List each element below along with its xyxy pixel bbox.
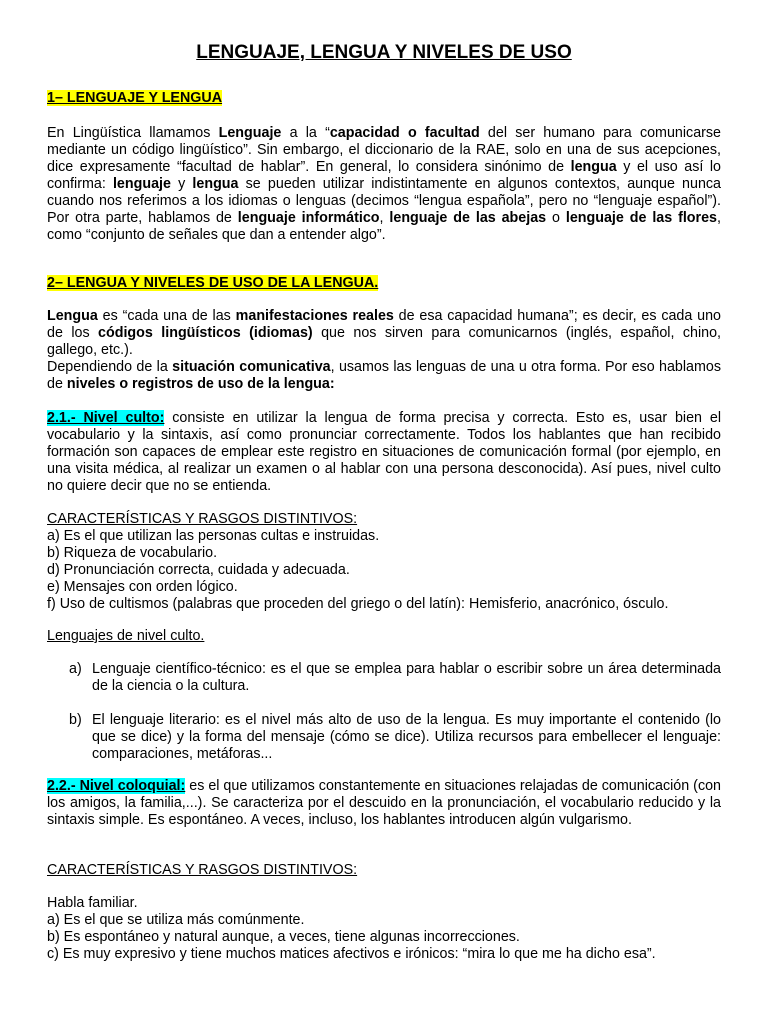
feature-item: e) Mensajes con orden lógico.	[47, 579, 238, 595]
bold-term: situación comunicativa	[172, 359, 331, 375]
bold-term: lengua	[192, 176, 239, 192]
text-run: En Lingüística llamamos	[47, 125, 219, 141]
nivel-coloquial-features-heading-text: CARACTERÍSTICAS Y RASGOS DISTINTIVOS:	[47, 862, 358, 878]
section-2-text-1	[47, 308, 721, 359]
bold-term: lenguaje informático	[237, 210, 380, 226]
bold-term: lenguaje de las abejas	[389, 210, 547, 226]
bold-term: capacidad o facultad	[329, 125, 480, 141]
nivel-culto-lang-a	[47, 661, 721, 695]
list-text: Lenguaje científico-técnico: es el que se emplea para hablar o escribir sobre un área determinada de la ciencia o la cultura.	[92, 661, 721, 694]
feature-item: b) Es espontáneo y natural aunque, a veces, tiene algunas incorrecciones.	[47, 929, 520, 945]
nivel-coloquial-paragraph	[47, 778, 721, 829]
section-1-paragraph	[47, 125, 721, 244]
list-label: a)	[69, 661, 82, 677]
nivel-culto-paragraph	[47, 410, 721, 495]
text-run: a la “	[281, 125, 330, 141]
section-2-heading	[47, 275, 721, 292]
text-run: es “cada una de las	[97, 308, 236, 324]
feature-item: f) Uso de cultismos (palabras que proceden del griego o del latín): Hemisferio, anacrónico, ósculo.	[47, 596, 669, 612]
list-item	[47, 712, 721, 763]
text-run: de esa capacidad humana”; es decir, es cada uno de los	[47, 308, 721, 341]
feature-item: a) Es el que utilizan las personas cultas e instruidas.	[47, 528, 380, 544]
nivel-culto-text	[47, 410, 721, 495]
nivel-coloquial-text	[47, 778, 721, 829]
feature-item: d) Pronunciación correcta, cuidada y adecuada.	[47, 562, 350, 578]
nivel-culto-langs-heading-text: Lenguajes de nivel culto.	[47, 628, 205, 644]
section-2-paragraph-1	[47, 308, 721, 359]
text-run: ,	[379, 210, 390, 226]
text-run: se pueden utilizar indistintamente en algunos contextos, aunque nunca cuando nos referimos a los idiomas o lenguas (decimos “lengua española”, pero no “lenguaje español”). Por otra parte, hablamos de	[47, 176, 722, 226]
feature-item: b) Riqueza de vocabulario.	[47, 545, 218, 561]
list-item	[47, 661, 721, 695]
nivel-coloquial-body: es el que utilizamos constantemente en situaciones relajadas de comunicación (con los amigos, la familia,...). Se caracteriza por el descuido en la pronunciación, el vocabulario reducido y la sintaxis simple. Es espontáneo. A veces, incluso, los hablantes introducen algún vulgarismo.	[47, 778, 721, 828]
section-1-text	[47, 125, 721, 244]
section-1-heading	[47, 90, 721, 107]
section-1-heading-text: 1– LENGUAJE Y LENGUA	[47, 90, 223, 106]
list-text: El lenguaje literario: es el nivel más alto de uso de la lengua. Es muy importante el contenido (lo que se dice) y la forma del mensaje (cómo se dice). Utiliza recursos para embellecer el lenguaje: comparaciones, metáforas...	[92, 712, 721, 762]
bold-term: lenguaje	[112, 176, 171, 192]
section-2-heading-text: 2– LENGUA Y NIVELES DE USO DE LA LENGUA.	[47, 275, 379, 291]
nivel-culto-lang-b	[47, 712, 721, 763]
nivel-culto-features	[47, 511, 721, 613]
nivel-coloquial-features-heading	[47, 862, 721, 879]
bold-term: lenguaje de las flores	[565, 210, 718, 226]
text-run: del ser humano para comunicarse mediante un código lingüístico”. Sin embargo, el diccionario de la RAE, solo en una de sus acepciones, dice expresamente “facultad de hablar”. En general, lo considera sinónimo de	[47, 125, 722, 175]
bold-term: Lengua	[47, 308, 98, 324]
text-run: y	[170, 176, 193, 192]
section-2-text-2	[47, 359, 721, 393]
text-run: , como “conjunto de señales que dan a entender algo”.	[47, 210, 721, 243]
feature-item: a) Es el que se utiliza más comúnmente.	[47, 912, 305, 928]
nivel-culto-langs-heading	[47, 628, 721, 645]
bold-term: niveles o registros de uso de la lengua:	[66, 376, 335, 392]
text-run: o	[546, 210, 566, 226]
nivel-culto-features-heading: CARACTERÍSTICAS Y RASGOS DISTINTIVOS:	[47, 511, 358, 527]
text-run: , usamos las lenguas de una u otra forma. Por eso hablamos de	[47, 359, 721, 392]
feature-item: c) Es muy expresivo y tiene muchos matices afectivos e irónicos: “mira lo que me ha dicho esa”.	[47, 946, 656, 962]
list-label: b)	[69, 712, 82, 728]
text-run: Dependiendo de la	[47, 359, 173, 375]
nivel-culto-body: consiste en utilizar la lengua de forma precisa y correcta. Esto es, usar bien el vocabulario y la sintaxis, así como pronunciar correctamente. Todos los hablantes que han recibido formación son capaces de emplear este registro en situaciones de comunicación formal (por ejemplo, en una visita médica, al realizar un examen o al hablar con una persona desconocida). Así pues, nivel culto no quiere decir que no se entienda.	[47, 410, 721, 494]
bold-term: manifestaciones reales	[235, 308, 394, 324]
nivel-culto-heading: 2.1.- Nivel culto:	[47, 410, 165, 426]
section-2-paragraph-2	[47, 359, 721, 393]
bold-term: lengua	[570, 159, 617, 175]
nivel-coloquial-heading: 2.2.- Nivel coloquial:	[47, 778, 186, 794]
nivel-coloquial-features	[47, 895, 721, 963]
text-run: que nos sirven para comunicarnos (inglés, español, chino, gallego, etc.).	[47, 325, 722, 358]
bold-term: códigos lingüísticos (idiomas)	[98, 325, 313, 341]
document-title: LENGUAJE, LENGUA Y NIVELES DE USO	[196, 42, 572, 63]
bold-term: Lenguaje	[218, 125, 282, 141]
feature-item: Habla familiar.	[47, 895, 138, 911]
text-run: y el uso así lo confirma:	[47, 159, 721, 192]
